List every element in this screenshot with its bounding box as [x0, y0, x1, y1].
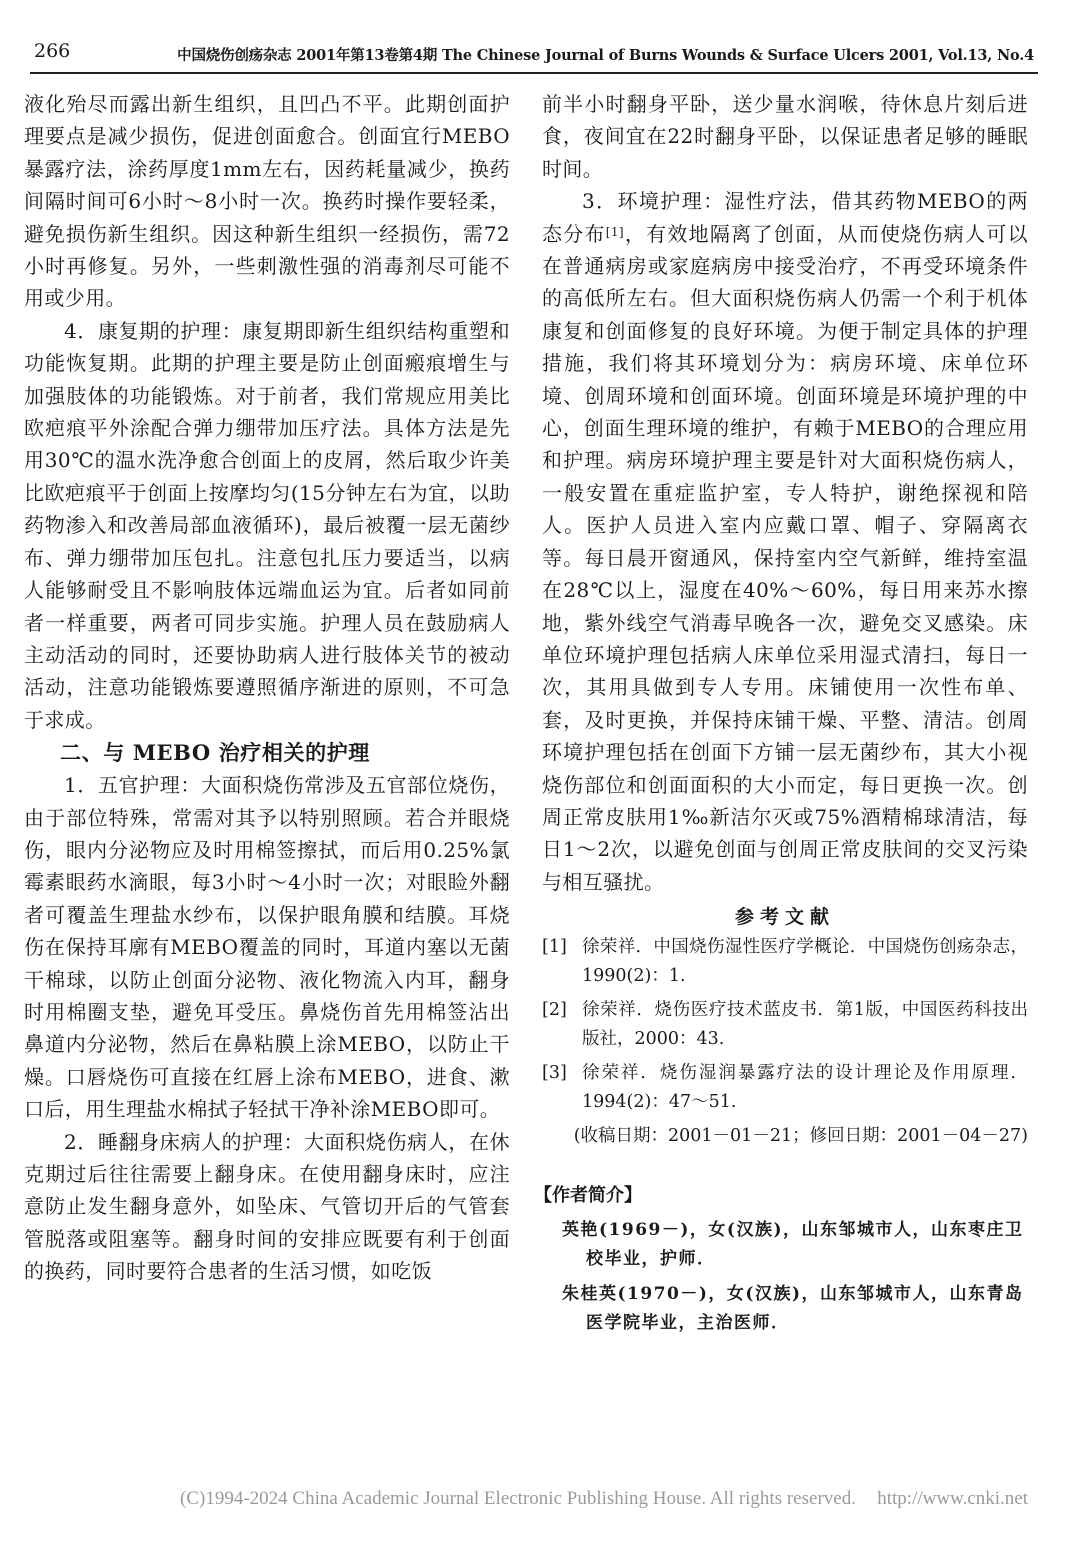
footer-url: http://www.cnki.net: [877, 1488, 1028, 1509]
running-head: 中国烧伤创疡杂志 2001年第13卷第4期 The Chinese Journal of Burns Wounds & Surface Ulcers 2001, Vol.13, No.4: [177, 47, 1034, 64]
paragraph-text: ，有效地隔离了创面，从而使烧伤病人可以在普通病房或家庭病房中接受治疗，不再受环境条件的高低所左右。但大面积烧伤病人仍需一个利于机体康复和创面修复的良好环境。为便于制定具体的护理措施，我们将其环境划分为：病房环境、床单位环境、创周环境和创面环境。创面环境是环境护理的中心，创面生理环境的维护，有赖于MEBO的合理应用和护理。病房环境护理主要是针对大面积烧伤病人，一般安置在重症监护室，专人特护，谢绝探视和陪人。医护人员进入室内应戴口罩、帽子、穿隔离衣等。每日晨开窗通风，保持室内空气新鲜，维持室温在28℃以上，湿度在40%～60%，每日用来苏水擦地，紫外线空气消毒早晚各一次，避免交叉感染。床单位环境护理包括病人床单位采用湿式清扫，每日一次，其用具做到专人专用。床铺使用一次性布单、套，及时更换，并保持床铺干燥、平整、清洁。创周环境护理包括在创面下方铺一层无菌纱布，其大小视烧伤部位和创面面积的大小而定，每日更换一次。创周正常皮肤用1‰新洁尔灭或75%酒精棉球清洁，每日1～2次，以避免创面与创周正常皮肤间的交叉污染与相互骚扰。: [542, 221, 1028, 894]
reference-number: [1]: [542, 937, 567, 958]
received-dates: (收稿日期：2001－01－21；修回日期：2001－04－27): [573, 1126, 1028, 1147]
author-bio: 朱桂英(1970－)，女(汉族)，山东邹城市人，山东青岛医学院毕业，主治医师．: [562, 1284, 1024, 1334]
paragraph: 前半小时翻身平卧，送少量水润喉，待休息片刻后进食，夜间宜在22时翻身平卧，以保证患者足够的睡眠时间。: [542, 92, 1028, 181]
reference-item: [542, 933, 1028, 990]
paragraph: 2．睡翻身床病人的护理：大面积烧伤病人，在休克期过后往往需要上翻身床。在使用翻身床时，应注意防止发生翻身意外，如坠床、气管切开后的气管套管脱落或阻塞等。翻身时间的安排应既要有利于创面的换药，同时要符合患者的生活习惯，如吃饭: [24, 1129, 510, 1284]
left-column: [24, 88, 510, 1288]
paragraph-text: 3．环境护理：湿性疗法，借其药物MEBO的两态分布: [542, 189, 1028, 246]
reference-text: 徐荣祥．烧伤湿润暴露疗法的设计理论及作用原理．1994(2)：47～51.: [582, 1063, 1028, 1112]
citation-superscript: [1]: [605, 224, 624, 239]
right-column: [534, 88, 1028, 1344]
reference-number: [2]: [542, 1000, 567, 1021]
paragraph: 1．五官护理：大面积烧伤常涉及五官部位烧伤，由于部位特殊，常需对其予以特别照顾。若合并眼烧伤，眼内分泌物应及时用棉签擦拭，而后用0.25%氯霉素眼药水滴眼，每3小时～4小时一次；对眼睑外翻者可覆盖生理盐水纱布，以保护眼角膜和结膜。耳烧伤在保持耳廓有MEBO覆盖的同时，耳道内塞以无菌干棉球，以防止创面分泌物、液化物流入内耳，翻身时用棉圈支垫，避免耳受压。鼻烧伤首先用棉签沾出鼻道内分泌物，然后在鼻粘膜上涂MEBO，以防止干燥。口唇烧伤可直接在红唇上涂布MEBO，进食、漱口后，用生理盐水棉拭子轻拭干净补涂MEBO即可。: [24, 773, 510, 1122]
references-title: 参考文献: [734, 906, 835, 929]
author-bio: 英艳(1969－)，女(汉族)，山东邹城市人，山东枣庄卫校毕业，护师．: [562, 1220, 1024, 1270]
section-heading: 二、与 MEBO 治疗相关的护理: [60, 740, 370, 766]
paragraph: 液化殆尽而露出新生组织，且凹凸不平。此期创面护理要点是减少损伤，促进创面愈合。创面宜行MEBO暴露疗法，涂药厚度1mm左右，因药耗量减少，换药间隔时间可6小时～8小时一次。换药时操作要轻柔，避免损伤新生组织。因这种新生组织一经损伤，需72小时再修复。另外，一些刺激性强的消毒剂尽可能不用或少用。: [24, 92, 510, 311]
reference-item: [542, 996, 1028, 1053]
paragraph: 4．康复期的护理：康复期即新生组织结构重塑和功能恢复期。此期的护理主要是防止创面瘢痕增生与加强肢体的功能锻炼。对于前者，我们常规应用美比欧疤痕平外涂配合弹力绷带加压疗法。具体方法是先用30℃的温水洗净愈合创面上的皮屑，然后取少许美比欧疤痕平于创面上按摩均匀(15分钟左右为宜，以助药物渗入和改善局部血液循环)，最后被覆一层无菌纱布、弹力绷带加压包扎。注意包扎压力要适当，以病人能够耐受且不影响肢体远端血运为宜。后者如同前者一样重要，两者可同步实施。护理人员在鼓励病人主动活动的同时，还要协助病人进行肢体关节的被动活动，注意功能锻炼要遵照循序渐进的原则，不可急于求成。: [24, 318, 510, 732]
reference-text: 徐荣祥．中国烧伤湿性医疗学概论．中国烧伤创疡杂志，1990(2)：1.: [582, 937, 1028, 986]
page-header: [30, 38, 1038, 74]
page-number: 266: [34, 40, 71, 62]
author-bio-heading: 【作者简介】: [534, 1185, 642, 1207]
reference-item: [542, 1059, 1028, 1116]
paragraph: [542, 185, 1028, 898]
reference-number: [3]: [542, 1063, 567, 1084]
reference-text: 徐荣祥．烧伤医疗技术蓝皮书．第1版，中国医药科技出版社，2000：43.: [582, 1000, 1028, 1049]
copyright-notice: (C)1994-2024 China Academic Journal Electronic Publishing House. All rights reserved.: [180, 1488, 856, 1509]
